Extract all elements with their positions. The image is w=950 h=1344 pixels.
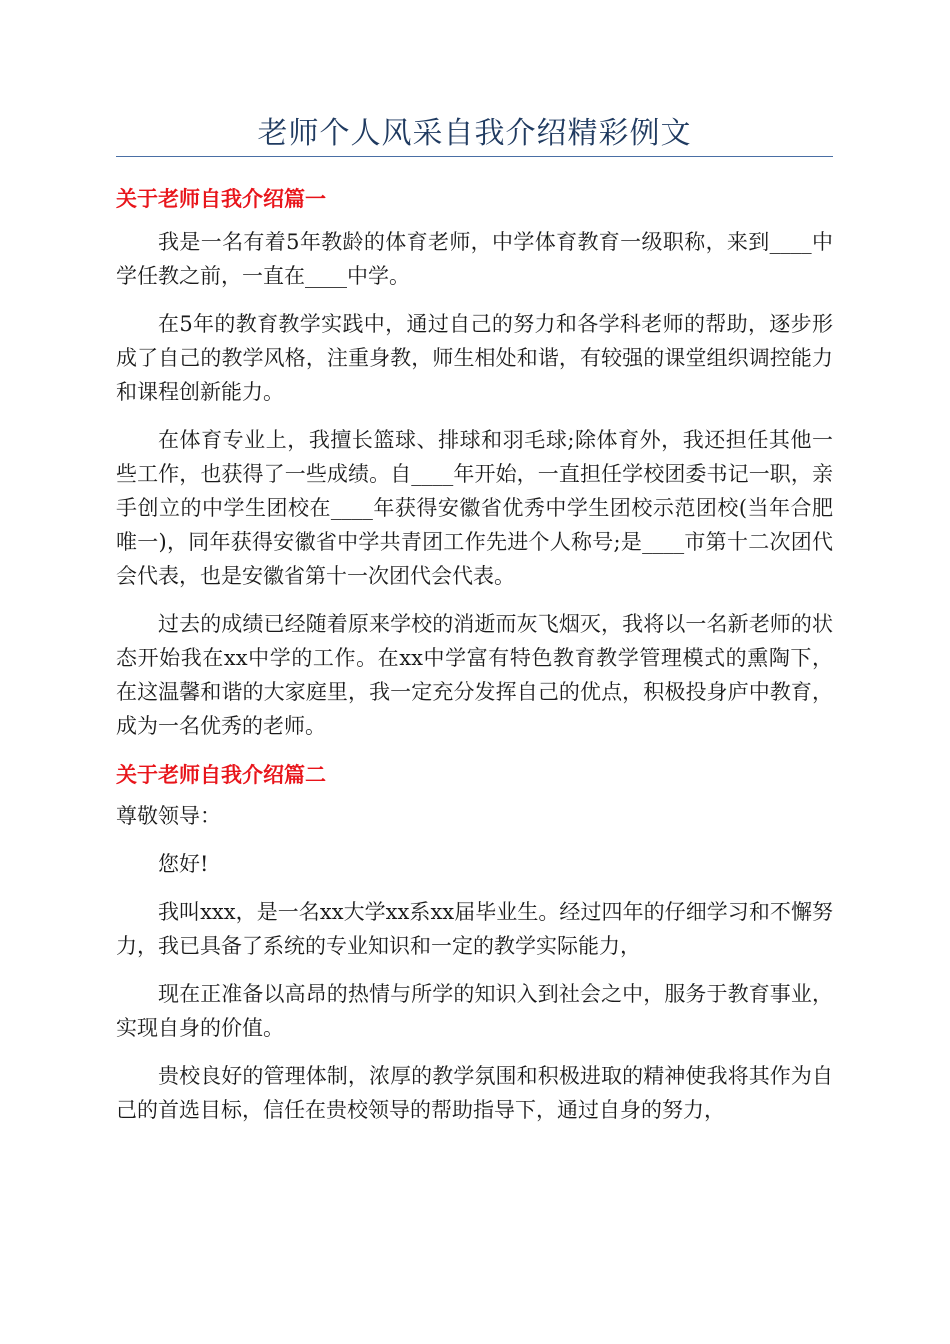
section-one-paragraph: 在5年的教育教学实践中，通过自己的努力和各学科老师的帮助，逐步形成了自己的教学风格，注重身教，师生相处和谐，有较强的课堂组织调控能力和课程创新能力。 — [116, 312, 833, 404]
section-one-paragraph: 我是一名有着5年教龄的体育老师，中学体育教育一级职称，来到____中学任教之前，一直在____中学。 — [116, 230, 833, 288]
section-one-paragraph: 在体育专业上，我擅长篮球、排球和羽毛球;除体育外，我还担任其他一些工作，也获得了一些成绩。自____年开始，一直担任学校团委书记一职，亲手创立的中学生团校在____年获得安徽省优秀中学生团校示范团校(当年合肥唯一)，同年获得安徽省中学共青团工作先进个人称号;是____市第十二次团代会代表，也是安徽省第十一次团代会代表。 — [116, 428, 833, 588]
section-two-paragraph: 现在正准备以高昂的热情与所学的知识入到社会之中，服务于教育事业，实现自身的价值。 — [116, 982, 833, 1040]
title-underline-rule — [116, 156, 833, 157]
document-title: 老师个人风采自我介绍精彩例文 — [257, 116, 692, 151]
greeting: 您好! — [158, 852, 209, 876]
salutation: 尊敬领导： — [116, 804, 221, 828]
section-one-paragraph: 过去的成绩已经随着原来学校的消逝而灰飞烟灭，我将以一名新老师的状态开始我在xx中学的工作。在xx中学富有特色教育教学管理模式的熏陶下，在这温馨和谐的大家庭里，我一定充分发挥自己的优点，积极投身庐中教育，成为一名优秀的老师。 — [116, 612, 833, 738]
section-one-heading: 关于老师自我介绍篇一 — [116, 187, 326, 211]
section-two-paragraph: 我叫xxx，是一名xx大学xx系xx届毕业生。经过四年的仔细学习和不懈努力，我已具备了系统的专业知识和一定的教学实际能力， — [116, 900, 833, 958]
section-two-heading: 关于老师自我介绍篇二 — [116, 763, 326, 787]
section-two-paragraph: 贵校良好的管理体制，浓厚的教学氛围和积极进取的精神使我将其作为自己的首选目标，信任在贵校领导的帮助指导下，通过自身的努力， — [116, 1064, 833, 1122]
